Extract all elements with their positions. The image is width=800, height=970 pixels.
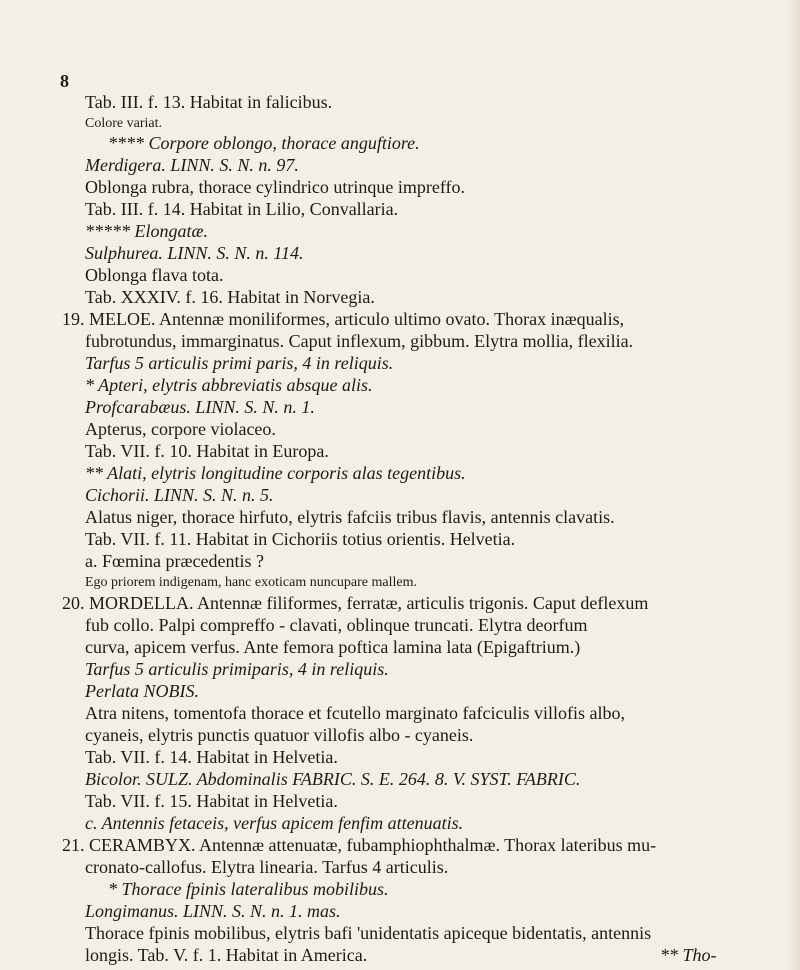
text-line: Oblonga rubra, thorace cylindrico utrinque impreffo. xyxy=(85,177,466,197)
text-line: c. Antennis fetaceis, verfus apicem fenfim attenuatis. xyxy=(85,813,464,833)
text-line: Tab. VII. f. 10. Habitat in Europa. xyxy=(85,441,329,461)
text-line: Oblonga flava tota. xyxy=(85,265,224,285)
text-line: **** Corpore oblongo, thorace anguftiore. xyxy=(108,133,420,153)
text-line: Colore variat. xyxy=(85,116,162,131)
text-line: Perlata NOBIS. xyxy=(85,681,199,701)
text-line: Tab. III. f. 13. Habitat in falicibus. xyxy=(85,92,333,112)
text-line: cronato-callofus. Elytra linearia. Tarfus 4 articulis. xyxy=(85,857,449,877)
text-line: Tab. VII. f. 11. Habitat in Cichoriis totius orientis. Helvetia. xyxy=(85,529,516,549)
text-line: Tab. VII. f. 14. Habitat in Helvetia. xyxy=(85,747,338,767)
text-line: ***** Elongatæ. xyxy=(85,221,209,241)
text-line: * Thorace fpinis lateralibus mobilibus. xyxy=(108,879,389,899)
text-line: Apterus, corpore violaceo. xyxy=(85,419,276,439)
text-line: Bicolor. SULZ. Abdominalis FABRIC. S. E. 264. 8. V. SYST. FABRIC. xyxy=(85,769,581,789)
text-line: Sulphurea. LINN. S. N. n. 114. xyxy=(85,243,304,263)
text-line: cyaneis, elytris punctis quatuor villofis albo - cyaneis. xyxy=(85,725,474,745)
text-line: Tarfus 5 articulis primiparis, 4 in reliquis. xyxy=(85,659,389,679)
text-line: Thorace fpinis mobilibus, elytris bafi 'unidentatis apiceque bidentatis, antennis xyxy=(85,923,652,943)
text-line: Profcarabæus. LINN. S. N. n. 1. xyxy=(85,397,315,417)
text-line: Tarfus 5 articulis primi paris, 4 in reliquis. xyxy=(85,353,394,373)
text-line: Tab. XXXIV. f. 16. Habitat in Norvegia. xyxy=(85,287,375,307)
text-line: longis. Tab. V. f. 1. Habitat in America. xyxy=(85,945,368,965)
text-line: Tab. III. f. 14. Habitat in Lilio, Convallaria. xyxy=(85,199,399,219)
text-line: Atra nitens, tomentofa thorace et fcutello marginato fafciculis villofis albo, xyxy=(85,703,625,723)
text-line: curva, apicem verfus. Ante femora poftica lamina lata (Epigaftrium.) xyxy=(85,637,581,657)
genus-heading: 19. MELOE. Antennæ moniliformes, articulo ultimo ovato. Thorax inæqualis, xyxy=(62,309,625,329)
text-line: a. Fœmina præcedentis ? xyxy=(85,551,264,571)
text-line: Longimanus. LINN. S. N. n. 1. mas. xyxy=(85,901,341,921)
page-edge-shadow xyxy=(786,0,800,970)
catchword: ** Tho- xyxy=(660,945,717,965)
genus-heading: 21. CERAMBYX. Antennæ attenuatæ, fubamphiophthalmæ. Thorax lateribus mu- xyxy=(62,835,657,855)
text-line: Ego priorem indigenam, hanc exoticam nuncupare mallem. xyxy=(85,575,417,590)
genus-heading: 20. MORDELLA. Antennæ filiformes, ferratæ, articulis trigonis. Caput deflexum xyxy=(62,593,649,613)
text-line: fubrotundus, immarginatus. Caput inflexum, gibbum. Elytra mollia, flexilia. xyxy=(85,331,634,351)
text-line: Cichorii. LINN. S. N. n. 5. xyxy=(85,485,274,505)
text-line: Tab. VII. f. 15. Habitat in Helvetia. xyxy=(85,791,338,811)
text-line: * Apteri, elytris abbreviatis absque alis. xyxy=(85,375,373,395)
page-number: 8 xyxy=(60,71,69,91)
text-line: fub collo. Palpi compreffo - clavati, oblinque truncati. Elytra deorfum xyxy=(85,615,588,635)
text-line: Alatus niger, thorace hirfuto, elytris fafciis tribus flavis, antennis clavatis. xyxy=(85,507,615,527)
text-line: Merdigera. LINN. S. N. n. 97. xyxy=(85,155,299,175)
text-line: ** Alati, elytris longitudine corporis alas tegentibus. xyxy=(85,463,466,483)
